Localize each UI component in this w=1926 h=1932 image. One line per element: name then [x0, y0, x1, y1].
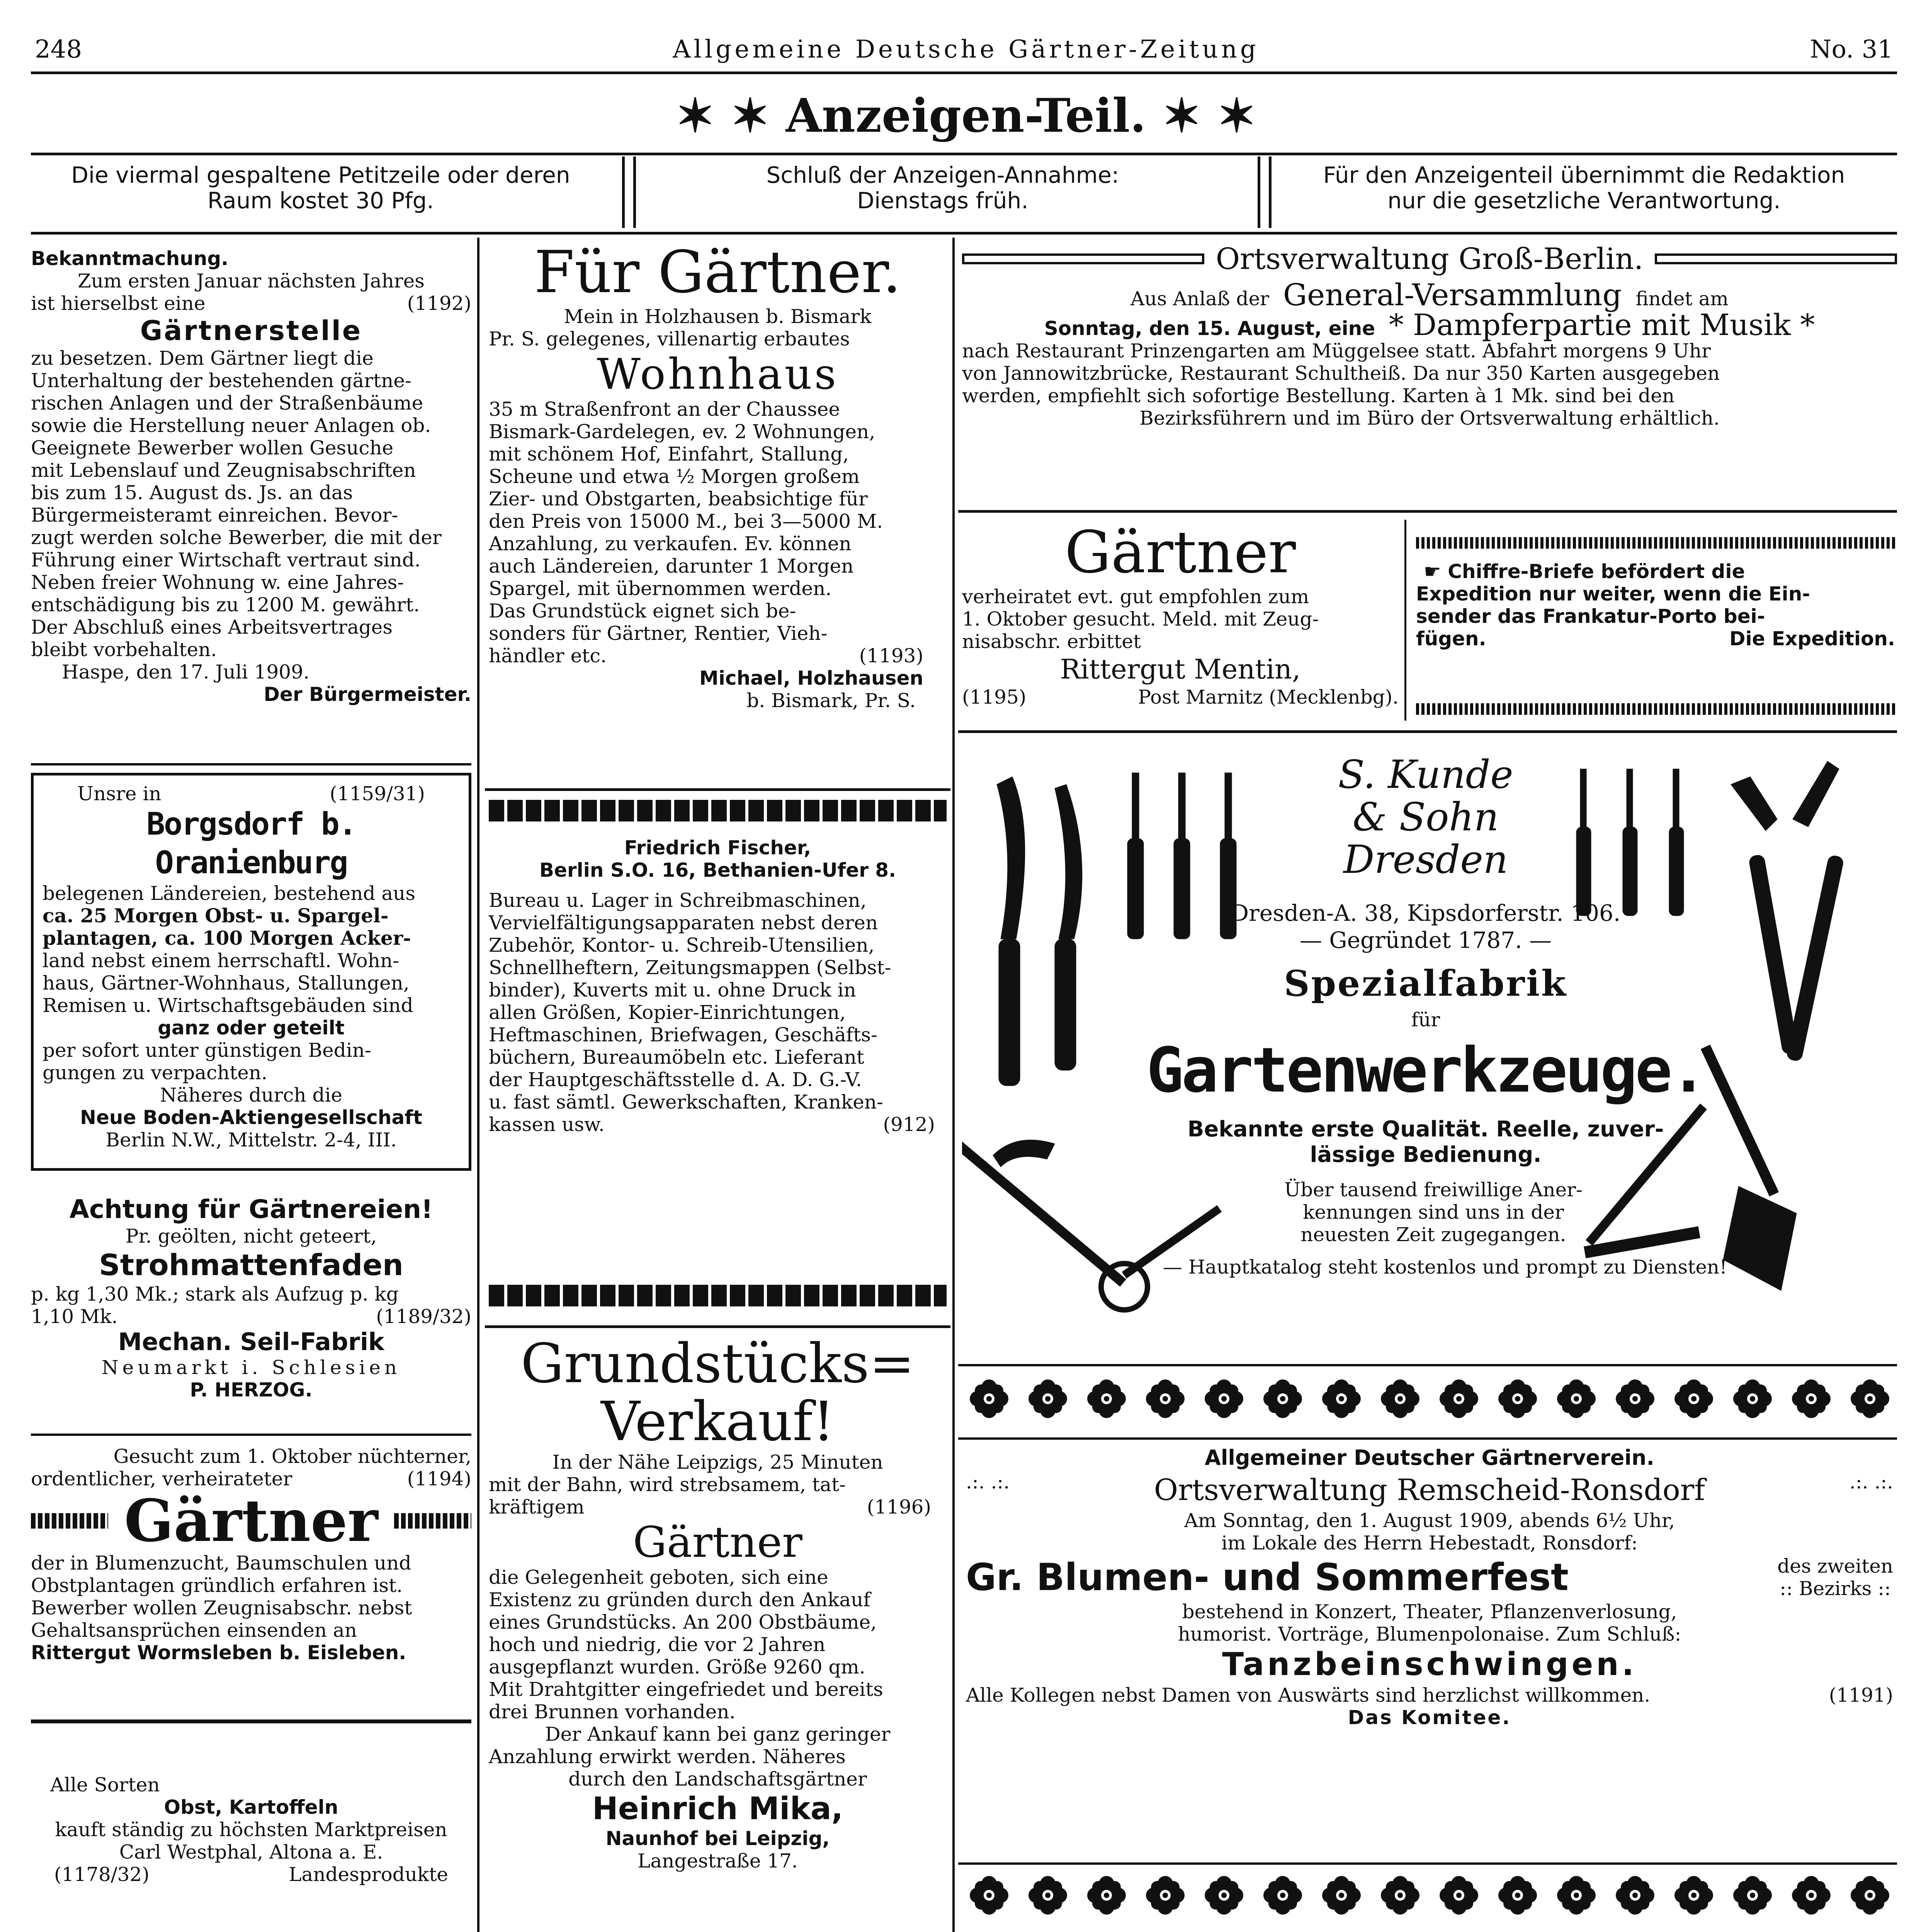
ad-mentin: Gärtner verheiratet evt. gut empfohlen zum 1. Oktober gesucht. Meld. mit Zeug- nisabschr. erbittet Rittergut Mentin, (1195) Post Marnitz (Mecklenbg). — [962, 519, 1399, 708]
divider — [958, 1437, 1897, 1440]
divider — [958, 510, 1897, 513]
flower-icon — [1083, 1872, 1130, 1918]
ad-bekanntmachung: Bekanntmachung. Zum ersten Januar nächsten Jahres ist hierselbst eine (1192) Gärtnerstelle zu besetzen. Dem Gärtner liegt die Unterhaltung der bestehenden gärtne- rischen Anlagen und der Straßenbäume sowie die Herstellung neuer Anlagen ob. Geeignete Bewerber wollen Gesuche mit Lebenslauf und Zeugnisabschriften bis zum 15. August ds. Js. an das Bürgermeisteramt einreichen. Bevor- zugt werden solche Bewerber, die mit der Führung einer Wirtschaft vertraut sind. Neben freier Wohnung w. eine Jahres- entschädigung bis zu 1200 M. gewährt. Der Abschluß eines Arbeitsvertrages bleibt vorbehalten. Haspe, den 17. Juli 1909. Der Bürgermeister. — [31, 247, 471, 706]
ad-fischer: Friedrich Fischer, Berlin S.O. 16, Bethanien-Ufer 8. Bureau u. Lager in Schreibmaschinen, Vervielfältigungsapparaten nebst deren Zubehör, Kontor- u. Schreib-Utensilien, Schnellheftern, Zeitungsmappen (Selbst- binder), Kuverts mit u. ohne Druck in allen Größen, Kopier-Einrichtungen, Heftmaschinen, Briefwagen, Geschäfts- büchern, Bureaumöbeln etc. Lieferant der Hauptgeschäftsstelle d. A. D. G.-V. u. fast sämtl. Gewerkschaften, Kranken- kassen usw. (912) — [489, 837, 935, 1136]
decor-bar — [1416, 537, 1895, 549]
ad-remscheid: Allgemeiner Deutscher Gärtnerverein. .:. .:. Ortsverwaltung Remscheid-Ronsdorf .:. .:. Am Sonntag, den 1. August 1909, abends 6½ Uhr, im Lokale des Herrn Hebestadt, Ronsdorf: Gr. Blumen- und Sommerfest des zweiten :: Bezirks :: bestehend in Konzert, Theater, Pflanzenverlosung, humorist. Vorträge, Blumenpolonaise. Zum Schluß: Tanzbeinschwingen. Alle Kollegen nebst Damen von Auswärts sind herzlichst willkommen. (1191) Das Komitee. — [966, 1446, 1893, 1729]
flower-icon — [1201, 1872, 1247, 1918]
divider — [31, 1719, 471, 1723]
flower-border-bottom — [966, 1872, 1893, 1926]
ad-grundstueck: Grundstücks= Verkauf! In der Nähe Leipzigs, 25 Minuten mit der Bahn, wird strebsamem, tat- kräftigem (1196) Gärtner die Gelegenheit geboten, sich eine Existenz zu gründen durch den Ankauf eines Grundstücks. An 200 Obstbäume, hoch und niedrig, die vor 2 Jahren ausgepflanzt wurden. Größe 9260 qm. Mit Drahtgitter eingefriedet und bereits drei Brunnen vorhanden. Der Ankauf kann bei ganz geringer Anzahlung erwirkt werden. Näheres durch den Landschaftsgärtner Heinrich Mika, Naunhof bei Leipzig, Langestraße 17. — [489, 1335, 947, 1872]
notice-divider — [622, 156, 636, 228]
ad-borgsdorf: Unsre in (1159/31) Borgsdorf b. Oranienburg belegenen Ländereien, bestehend aus ca. 25 Morgen Obst- u. Spargel- plantagen, ca. 100 Morgen Acker- land nebst einem herrschaftl. Wohn- haus, Gärtner-Wohnhaus, Stallungen, Remisen u. Wirtschaftsgebäuden sind ganz oder geteilt per sofort unter günstigen Bedin- gungen zu verpachten. Näheres durch die Neue Boden-Aktiengesellschaft Berlin N.W., Mittelstr. 2-4, III. — [42, 782, 460, 1151]
divider — [1404, 520, 1406, 721]
flower-icon — [966, 1376, 1012, 1422]
flower-icon — [1788, 1376, 1834, 1422]
headline: Für Gärtner. — [534, 239, 901, 306]
notice-top-rule — [31, 153, 1897, 155]
brand-name: S. Kunde & Sohn Dresden — [1338, 752, 1513, 882]
headline: Gärtner — [633, 1517, 802, 1567]
headline: Ortsverwaltung Groß-Berlin. — [1215, 242, 1644, 276]
flower-icon — [1025, 1872, 1071, 1918]
divider — [485, 788, 950, 791]
flower-icon — [1553, 1376, 1600, 1422]
pruning-hook-icon — [1055, 784, 1082, 939]
decor-bar — [394, 1513, 471, 1529]
flower-icon — [1260, 1872, 1306, 1918]
flower-icon — [1436, 1872, 1482, 1918]
ad-gross-berlin: Ortsverwaltung Groß-Berlin. Aus Anlaß der General-Versammlung findet am Sonntag, den 15. August, eine * Dampferpartie mit Musik * nach Restaurant Prinzengarten am Müggelsee statt. Abfahrt morgens 9 Uhr von Jannowitzbrücke, Restaurant Schultheiß. Da nur 350 Karten ausgegeben werden, empfiehlt sich sofortige Bestellung. Karten à 1 Mk. sind bei den Bezirksführern und im Büro der Ortsverwaltung erhältlich. — [962, 242, 1897, 429]
decor-band — [489, 800, 947, 821]
hoe-icon — [962, 1140, 1126, 1286]
star-icon: ✶ ✶ — [675, 88, 770, 143]
headline: Gärtner — [124, 1487, 378, 1555]
flower-icon — [1494, 1872, 1541, 1918]
pruning-shears-icon — [1731, 777, 1777, 831]
page-number: 248 — [35, 35, 82, 64]
flower-icon — [1260, 1376, 1306, 1422]
decor-bar — [1416, 703, 1895, 715]
flower-icon — [1847, 1872, 1893, 1918]
divider — [958, 730, 1897, 733]
flower-icon — [1318, 1872, 1365, 1918]
journal-title: Allgemeine Deutsche Gärtner-Zeitung — [673, 35, 1259, 64]
notice-price: Die viermal gespaltene Petitzeile oder deren Raum kostet 30 Pfg. — [71, 162, 570, 214]
headline: Gartenwerkzeuge. — [1146, 1034, 1705, 1106]
flower-icon — [1729, 1872, 1776, 1918]
divider — [958, 1364, 1897, 1366]
flower-icon — [1377, 1376, 1423, 1422]
flower-icon — [1612, 1376, 1658, 1422]
header-rule — [31, 71, 1897, 74]
ad-gesucht: Gesucht zum 1. Oktober nüchterner, ordentlicher, verheirateter (1194) Gärtner der in Blumenzucht, Baumschulen und Obstplantagen gründlich erfahren ist. Bewerber wollen Zeugnisabschr. nebst Gehaltsansprüchen einsenden an Rittergut Wormsleben b. Eisleben. — [31, 1445, 471, 1664]
headline: Gärtnerstelle — [140, 315, 362, 347]
ad-achtung: Achtung für Gärtnereien! Pr. geölten, nicht geteert, Strohmattenfaden p. kg 1,30 Mk.; stark als Aufzug p. kg 1,10 Mk. (1189/32) Mechan. Seil-Fabrik Neumarkt i. Schlesien P. HERZOG. — [31, 1194, 471, 1401]
ad-westphal: Alle Sorten Obst, Kartoffeln kauft ständig zu höchsten Marktpreisen Carl Westphal, Altona a. E. (1178/32) Landesprodukte — [50, 1774, 448, 1886]
decor-bar — [31, 1513, 108, 1529]
flower-border-top — [966, 1376, 1893, 1430]
ad-kunde: S. Kunde & Sohn Dresden Dresden-A. 38, Kipsdorferstr. 106. — Gegründet 1787. — Spezialfabrik für Gartenwerkzeuge. Bekannte erste Qualität. Reelle, zuver- lässige Bedienung. Über tausend freiwillige Aner- kennungen sind uns in der neuesten Zeit zugegangen. — Hauptkatalog steht kostenlos und prompt zu Diensten! — [962, 738, 1897, 1356]
decor-bar — [962, 253, 1204, 264]
tool-handle-icon — [999, 939, 1020, 1086]
flower-icon — [1612, 1872, 1658, 1918]
flower-icon — [1025, 1376, 1071, 1422]
headline: Strohmattenfaden — [99, 1248, 404, 1282]
flower-icon — [1083, 1376, 1130, 1422]
flower-icon — [966, 1872, 1012, 1918]
star-icon: ✶ ✶ — [1162, 88, 1256, 143]
flower-icon — [1671, 1872, 1717, 1918]
divider — [31, 763, 471, 765]
headline: Borgsdorf b. Oranienburg — [146, 806, 356, 881]
issue-number: No. 31 — [1810, 35, 1893, 64]
flower-icon — [1553, 1872, 1600, 1918]
flower-icon — [1142, 1872, 1188, 1918]
flower-icon — [1318, 1376, 1365, 1422]
flower-icon — [1788, 1872, 1834, 1918]
pruning-knife-icon — [997, 777, 1025, 939]
divider — [485, 1325, 950, 1328]
flower-icon — [1729, 1376, 1776, 1422]
flower-icon — [1671, 1376, 1717, 1422]
notice-divider — [1258, 156, 1272, 228]
flower-icon — [1377, 1872, 1423, 1918]
notice-deadline: Schluß der Anzeigen-Annahme: Dienstags früh. — [766, 162, 1119, 214]
decor-band — [489, 1285, 947, 1306]
decor-bar — [1655, 253, 1897, 264]
headline: Gr. Blumen- und Sommerfest — [966, 1556, 1569, 1599]
hand-pointer-icon: ☛ — [1424, 560, 1441, 583]
headline: Gärtner — [1064, 519, 1296, 586]
ad-chiffre: ☛ Chiffre-Briefe befördert die Expedition nur weiter, wenn die Ein- sender das Frankatur-Porto bei- fügen. Die Expedition. — [1416, 560, 1895, 650]
grafting-knife-icon — [1127, 838, 1144, 939]
notice-liability: Für den Anzeigenteil übernimmt die Redaktion nur die gesetzliche Verantwortung. — [1323, 162, 1845, 214]
flower-icon — [1494, 1376, 1541, 1422]
flower-icon — [1436, 1376, 1482, 1422]
column-divider — [952, 238, 955, 1932]
section-title: Anzeigen-Teil. — [785, 88, 1146, 143]
flower-icon — [1201, 1376, 1247, 1422]
flower-icon — [1142, 1376, 1188, 1422]
divider — [31, 1434, 471, 1436]
section-title-row — [541, 89, 1391, 143]
divider — [958, 1862, 1897, 1865]
column-divider — [477, 238, 479, 1932]
notice-bottom-rule — [31, 232, 1897, 235]
ad-fuer-gaertner: Für Gärtner. Mein in Holzhausen b. Bismark Pr. S. gelegenes, villenartig erbautes Wohnhaus 35 m Straßenfront an der Chaussee Bismark-Gardelegen, ev. 2 Wohnungen, mit schönem Hof, Einfahrt, Stallung, Scheune und etwa ½ Morgen großem Zier- und Obstgarten, beabsichtige für den Preis von 15000 M., bei 3—5000 M. Anzahlung, zu verkaufen. Ev. können auch Ländereien, darunter 1 Morgen Spargel, mit übernommen werden. Das Grundstück eignet sich be- sonders für Gärtner, Rentier, Vieh- händler etc. (1193) Michael, Holzhausen b. Bismark, Pr. S. — [489, 240, 947, 712]
flower-icon — [1847, 1376, 1893, 1422]
